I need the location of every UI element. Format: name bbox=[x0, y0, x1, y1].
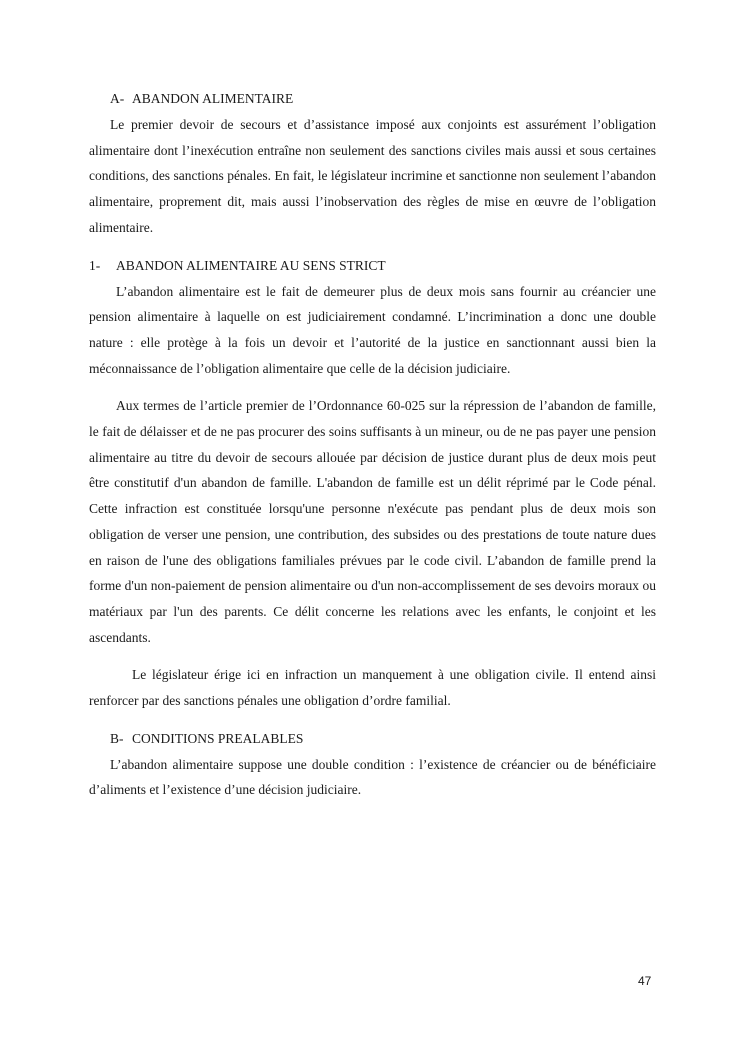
section-1-title: ABANDON ALIMENTAIRE AU SENS STRICT bbox=[116, 257, 386, 273]
section-a-number: A- bbox=[110, 91, 125, 106]
section-a-heading bbox=[89, 86, 656, 112]
section-1-paragraph-1: L’abandon alimentaire est le fait de demeurer plus de deux mois sans fournir au créancier une pension alimentaire à laquelle on est judiciairement condamné. L’incrimination a donc une double nature : elle protège à la fois un devoir et l’autorité de la justice en sanctionnant aussi bien la méconnaissance de l’obligation alimentaire que celle de la décision judiciaire. bbox=[89, 283, 656, 376]
section-1-heading bbox=[89, 253, 656, 279]
section-1-paragraph-2: Aux termes de l’article premier de l’Ordonnance 60-025 sur la répression de l’abandon de famille, le fait de délaisser et de ne pas procurer des soins suffisants à un mineur, ou de ne pas payer une pension alimentaire au titre du devoir de secours allouée par décision de justice durant plus de deux mois peut être constitutif d'un abandon de famille. L'abandon de famille est un délit réprimé par le Code pénal. Cette infraction est constituée lorsqu'une personne n'exécute pas pendant plus de deux mois son obligation de verser une pension, une contribution, des subsides ou des prestations de toute nature dues en raison de l'une des obligations familiales prévues par le code civil. L’abandon de famille prend la forme d'un non-paiement de pension alimentaire ou d'un non-accomplissement de ses devoirs moraux ou matériaux par l'un des parents. Ce délit concerne les relations avec les enfants, le conjoint et les ascendants. bbox=[89, 398, 656, 645]
section-a-paragraph: Le premier devoir de secours et d’assistance imposé aux conjoints est assurément l’obligation alimentaire dont l’inexécution entraîne non seulement des sanctions civiles mais aussi et sous certaines conditions, des sanctions pénales. En fait, le législateur incrimine et sanctionne non seulement l’abandon alimentaire, proprement dit, mais aussi l’inobservation des règles de mise en œuvre de l’obligation alimentaire. bbox=[89, 117, 656, 235]
section-1-number: 1- bbox=[89, 257, 101, 273]
document-page bbox=[89, 86, 656, 803]
section-a-title: ABANDON ALIMENTAIRE bbox=[132, 91, 294, 106]
page-number: 47 bbox=[638, 974, 652, 988]
section-b-heading bbox=[89, 726, 656, 752]
section-b-title: CONDITIONS PREALABLES bbox=[132, 730, 304, 746]
section-1-paragraph-3: Le législateur érige ici en infraction un manquement à une obligation civile. Il entend ainsi renforcer par des sanctions pénales une obligation d’ordre familial. bbox=[89, 667, 656, 709]
section-b-paragraph: L’abandon alimentaire suppose une double condition : l’existence de créancier ou de bénéficiaire d’aliments et l’existence d’une décision judiciaire. bbox=[89, 756, 656, 798]
section-b-number: B- bbox=[110, 730, 124, 746]
